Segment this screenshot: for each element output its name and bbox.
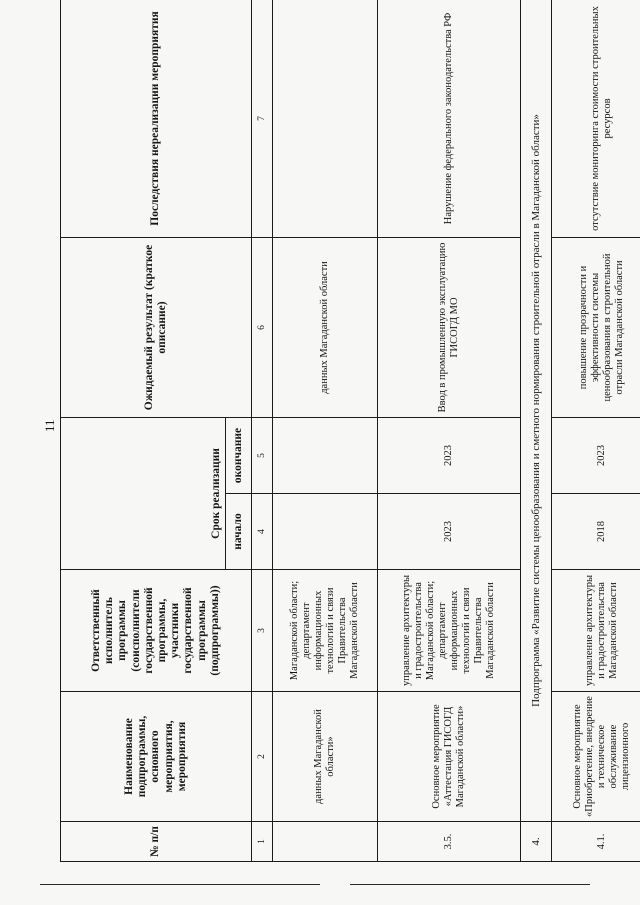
row-end: 2023 [378, 417, 521, 493]
row-num [273, 822, 378, 862]
column-index: 7 [252, 0, 273, 237]
column-index-row [252, 0, 273, 862]
header-num: № п/п [61, 822, 252, 862]
header-executor: Ответственный исполнитель программы (соисполнители государственной программы, участники государственной программы (подпрограммы)) [61, 570, 252, 692]
row-num: 4.1. [552, 822, 640, 862]
header-name: Наименование подпрограммы, основного мероприятия, мероприятия [61, 692, 252, 822]
header-consequence: Последствия нереализации мероприятия [61, 0, 252, 237]
row-start [273, 494, 378, 570]
column-index: 4 [252, 494, 273, 570]
subprogram-title: Подпрограмма «Развитие системы ценообразования и сметного нормирования строительной отрасли в Магаданской области» [521, 0, 552, 822]
row-num: 3.5. [378, 822, 521, 862]
subprogram-num: 4. [521, 822, 552, 862]
rotated-table-wrapper [60, 0, 640, 862]
column-index: 2 [252, 692, 273, 822]
table-row [378, 0, 521, 862]
header-end: окончание [226, 417, 252, 493]
table-row [273, 0, 378, 862]
column-index: 6 [252, 237, 273, 417]
page-number: 11 [42, 419, 57, 432]
column-index: 5 [252, 417, 273, 493]
row-consequence [273, 0, 378, 237]
column-index: 1 [252, 822, 273, 862]
row-end [273, 417, 378, 493]
row-start: 2018 [552, 494, 640, 570]
row-start: 2023 [378, 494, 521, 570]
row-end: 2023 [552, 417, 640, 493]
header-period: Срок реализации [61, 417, 226, 569]
row-executor: управление архитектуры и градостроительства Магаданской области [552, 570, 640, 692]
row-consequence: Нарушение федерального законодательства РФ [378, 0, 521, 237]
footer-divider [350, 884, 590, 885]
row-expected: данных Магаданской области [273, 237, 378, 417]
header-expected: Ожидаемый результат (краткое описание) [61, 237, 252, 417]
row-name: данных Магаданской области» [273, 692, 378, 822]
table-row [552, 0, 640, 862]
row-name: Основное мероприятие «Приобретение, внедрение и техническое обслуживание лицензионного [552, 692, 640, 822]
row-expected: Ввод в промышленную эксплуатацию ГИСОГД МО [378, 237, 521, 417]
row-executor: управление архитектуры и градостроительства Магаданской области; департамент информационных технологий и связи Правительства Магаданской области [378, 570, 521, 692]
row-executor: Магаданской области; департамент информационных технологий и связи Правительства Магаданской области [273, 570, 378, 692]
column-index: 3 [252, 570, 273, 692]
footer-divider [40, 884, 320, 885]
header-start: начало [226, 494, 252, 570]
row-expected: повышение прозрачности и эффективности системы ценообразования в строительной отрасли Магаданской области [552, 237, 640, 417]
subprogram-row [521, 0, 552, 862]
measures-table [60, 0, 640, 862]
row-consequence: отсутствие мониторинга стоимости строительных ресурсов [552, 0, 640, 237]
row-name: Основное мероприятие «Аттестация ГИСОГД Магаданской области» [378, 692, 521, 822]
